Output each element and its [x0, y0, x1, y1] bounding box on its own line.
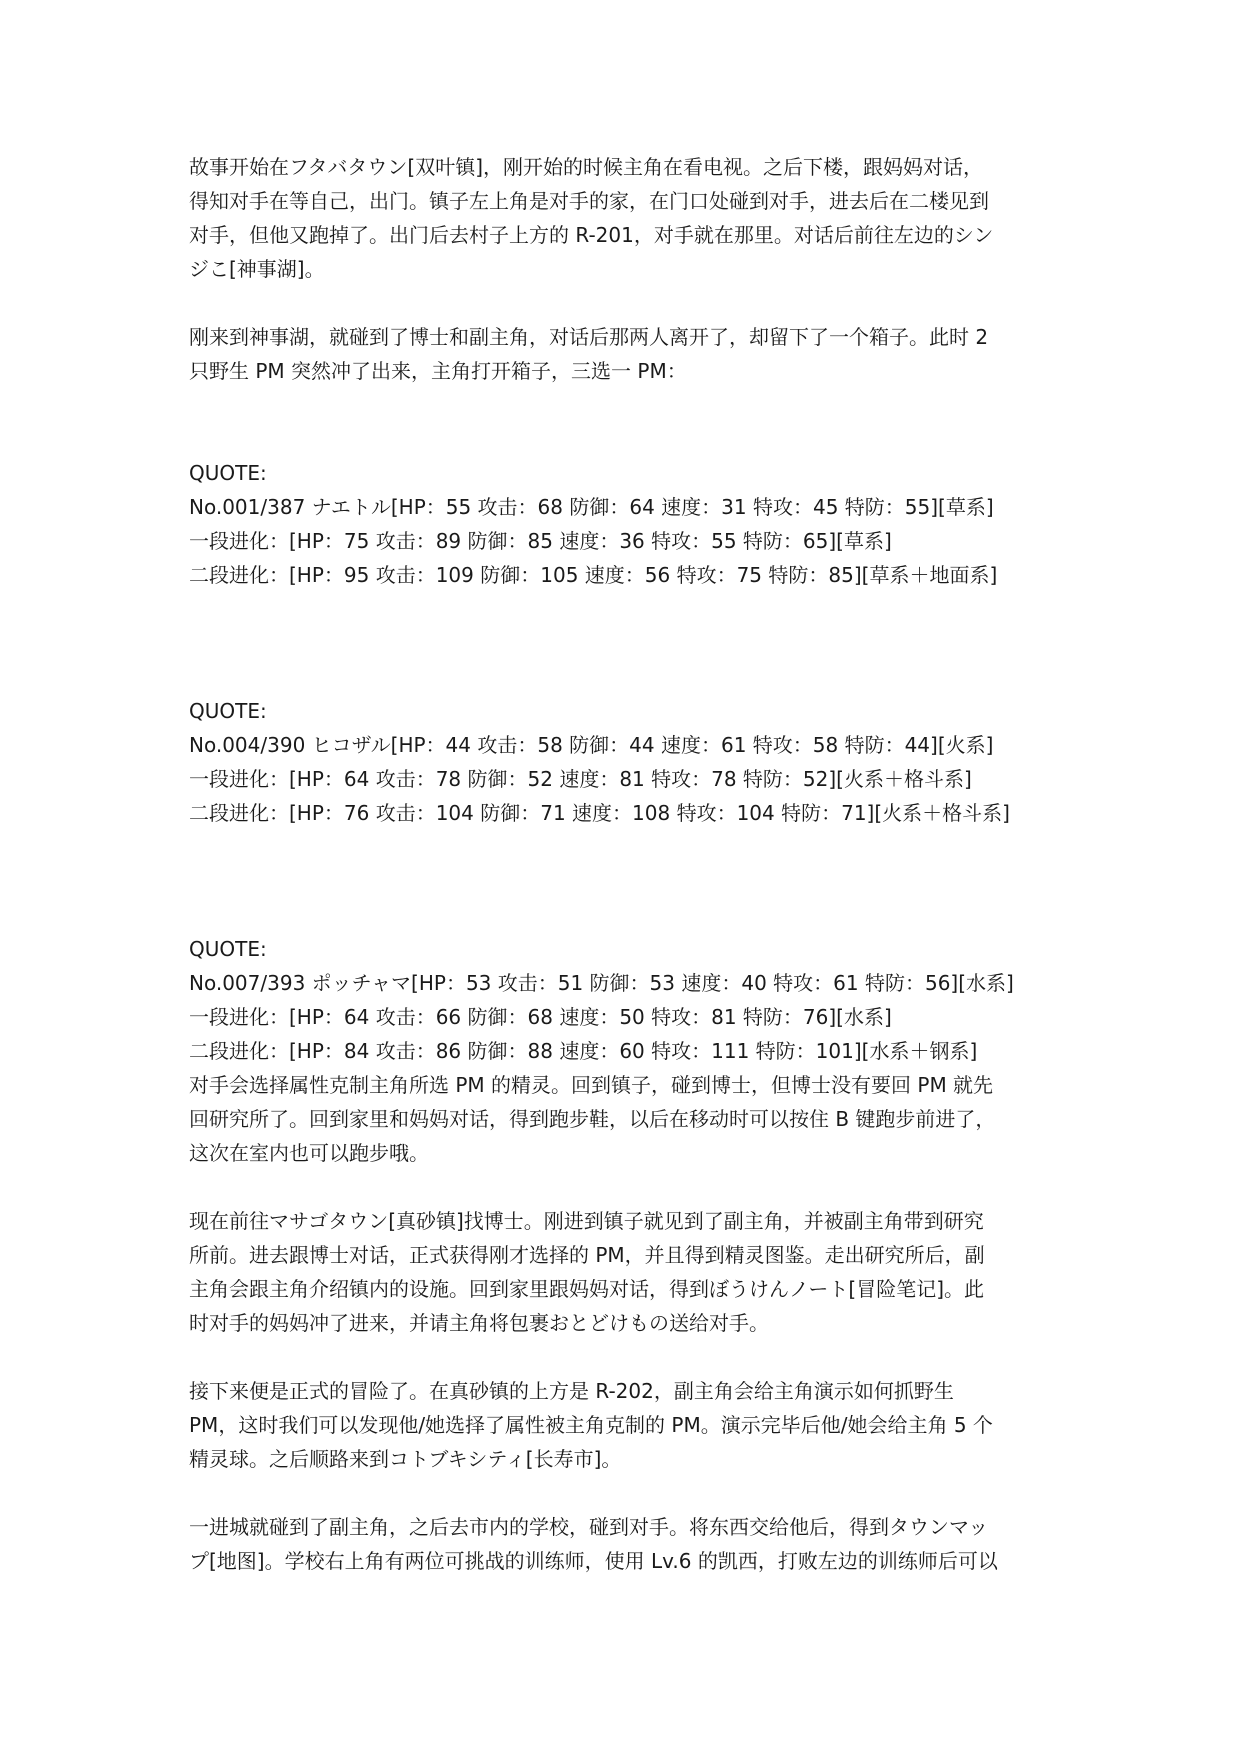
text-line: 刚来到神事湖，就碰到了博士和副主角，对话后那两人离开了，却留下了一个箱子。此时 2: [189, 325, 989, 349]
paragraph-adventure: [189, 1374, 1059, 1476]
stats-line: 一段进化：[HP：64 攻击：78 防御：52 速度：81 特攻：78 特防：52][火系＋格斗系]: [189, 767, 972, 791]
text-line: 对手会选择属性克制主角所选 PM 的精灵。回到镇子，碰到博士，但博士没有要回 PM 就先: [189, 1073, 994, 1097]
text-line: 所前。进去跟博士对话，正式获得刚才选择的 PM，并且得到精灵图鉴。走出研究所后，副: [189, 1243, 985, 1267]
text-line: 这次在室内也可以跑步哦。: [189, 1141, 429, 1165]
text-line: 主角会跟主角介绍镇内的设施。回到家里跟妈妈对话，得到ぼうけんノート[冒险笔记]。此: [189, 1277, 985, 1301]
paragraph-rival: [189, 1068, 1059, 1170]
paragraph-spacer: [189, 1170, 1059, 1204]
paragraph-intro: [189, 150, 1059, 286]
quote-block-fire: [189, 694, 1059, 830]
paragraph-lake: [189, 320, 1059, 388]
text-line: プ[地图]。学校右上角有两位可挑战的训练师，使用 Lv.6 的凯西，打败左边的训练师后可以: [189, 1549, 998, 1573]
text-line: 故事开始在フタバタウン[双叶镇]，刚开始的时候主角在看电视。之后下楼，跟妈妈对话，: [189, 155, 984, 179]
text-line: 精灵球。之后顺路来到コトブキシティ[长寿市]。: [189, 1447, 622, 1471]
text-line: 回研究所了。回到家里和妈妈对话，得到跑步鞋，以后在移动时可以按住 B 键跑步前进了，: [189, 1107, 996, 1131]
text-line: PM，这时我们可以发现他/她选择了属性被主角克制的 PM。演示完毕后他/她会给主角 5 个: [189, 1413, 993, 1437]
quote-block-grass: [189, 456, 1059, 592]
paragraph-spacer: [189, 1476, 1059, 1510]
stats-line: 二段进化：[HP：84 攻击：86 防御：88 速度：60 特攻：111 特防：101][水系＋钢系]: [189, 1039, 978, 1063]
document-page: [189, 150, 1059, 1578]
text-line: 现在前往マサゴタウン[真砂镇]找博士。刚进到镇子就见到了副主角，并被副主角带到研究: [189, 1209, 984, 1233]
paragraph-spacer: [189, 1340, 1059, 1374]
stats-line: No.004/390 ヒコザル[HP：44 攻击：58 防御：44 速度：61 特攻：58 特防：44][火系]: [189, 733, 994, 757]
paragraph-masago: [189, 1204, 1059, 1340]
text-line: 得知对手在等自己，出门。镇子左上角是对手的家，在门口处碰到对手，进去后在二楼见到: [189, 189, 989, 213]
stats-line: 二段进化：[HP：95 攻击：109 防御：105 速度：56 特攻：75 特防：85][草系＋地面系]: [189, 563, 998, 587]
section-spacer: [189, 830, 1059, 932]
text-line: 只野生 PM 突然冲了出来，主角打开箱子，三选一 PM：: [189, 359, 687, 383]
text-line: 一进城就碰到了副主角，之后去市内的学校，碰到对手。将东西交给他后，得到タウンマッ: [189, 1515, 989, 1539]
stats-line: No.007/393 ポッチャマ[HP：53 攻击：51 防御：53 速度：40 特攻：61 特防：56][水系]: [189, 971, 1014, 995]
paragraph-city: [189, 1510, 1059, 1578]
text-line: ジこ[神事湖]。: [189, 257, 325, 281]
section-spacer: [189, 388, 1059, 456]
text-line: 接下来便是正式的冒险了。在真砂镇的上方是 R-202，副主角会给主角演示如何抓野生: [189, 1379, 954, 1403]
quote-label: QUOTE:: [189, 699, 267, 723]
quote-label: QUOTE:: [189, 937, 267, 961]
paragraph-spacer: [189, 286, 1059, 320]
stats-line: No.001/387 ナエトル[HP：55 攻击：68 防御：64 速度：31 特攻：45 特防：55][草系]: [189, 495, 994, 519]
stats-line: 一段进化：[HP：64 攻击：66 防御：68 速度：50 特攻：81 特防：76][水系]: [189, 1005, 892, 1029]
quote-block-water: [189, 932, 1059, 1068]
quote-label: QUOTE:: [189, 461, 267, 485]
stats-line: 一段进化：[HP：75 攻击：89 防御：85 速度：36 特攻：55 特防：65][草系]: [189, 529, 892, 553]
text-line: 时对手的妈妈冲了进来，并请主角将包裹おとどけもの送给对手。: [189, 1311, 769, 1335]
text-line: 对手，但他又跑掉了。出门后去村子上方的 R-201，对手就在那里。对话后前往左边的シン: [189, 223, 994, 247]
section-spacer: [189, 592, 1059, 694]
stats-line: 二段进化：[HP：76 攻击：104 防御：71 速度：108 特攻：104 特防：71][火系＋格斗系]: [189, 801, 1010, 825]
